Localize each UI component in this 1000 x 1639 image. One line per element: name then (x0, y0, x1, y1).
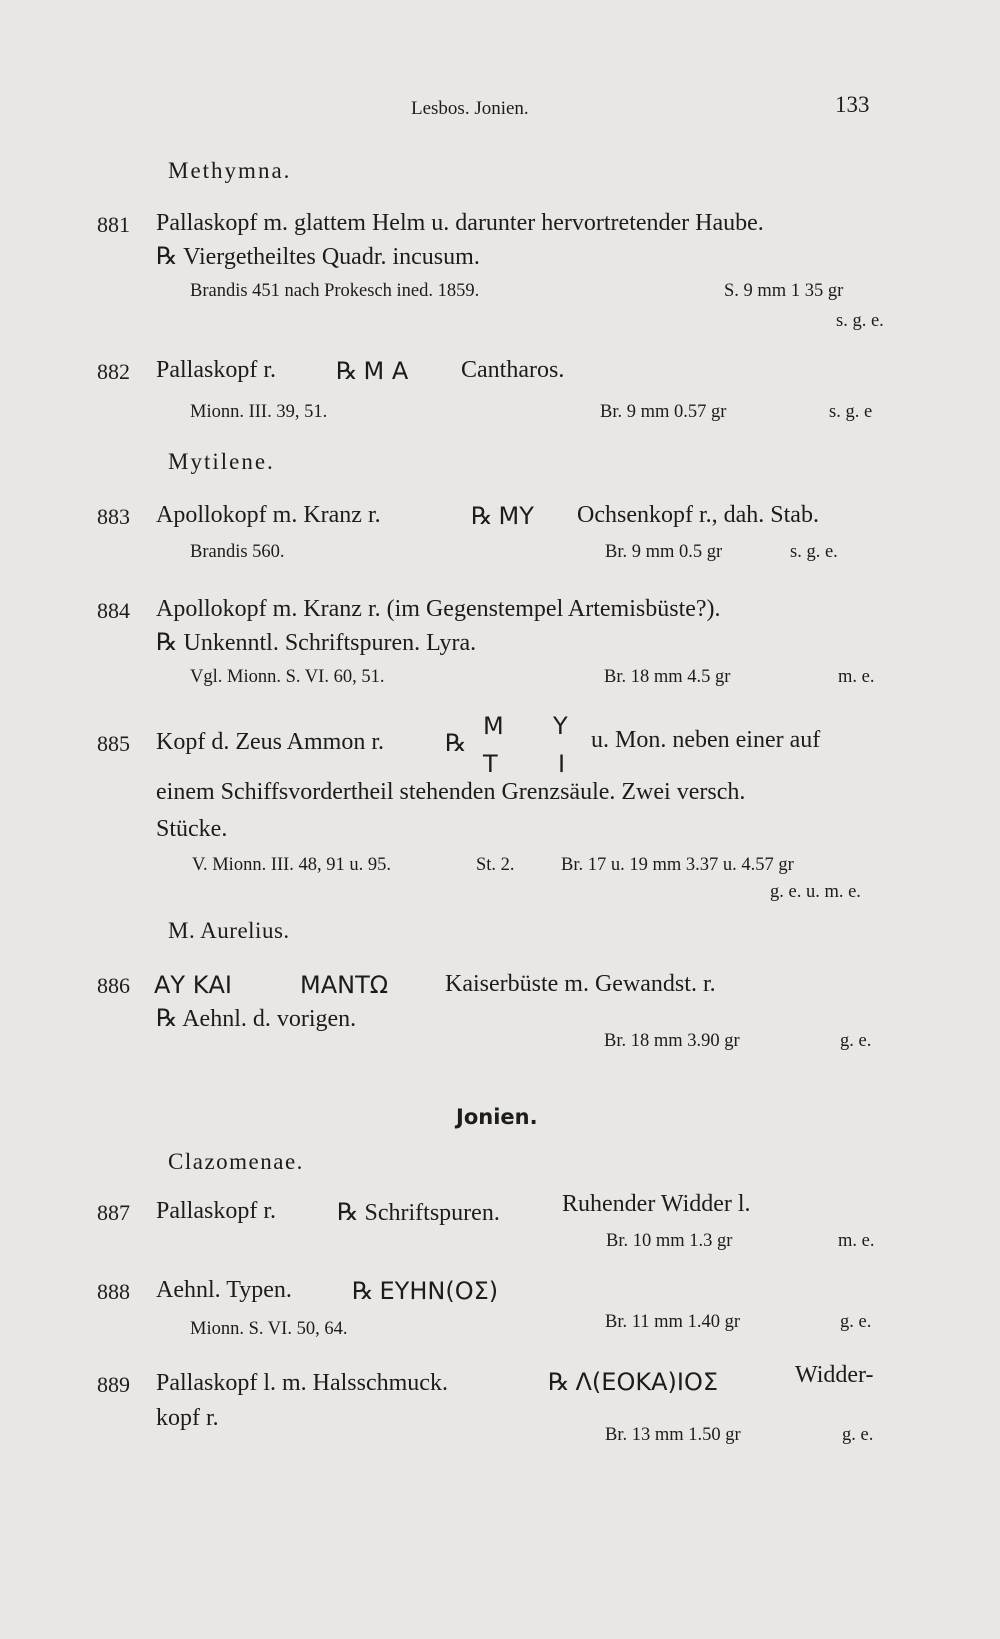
entry-886-number: 886 (97, 973, 130, 998)
entry-882-reverse-type: Cantharos. (461, 357, 565, 383)
entry-885-reverse-line3: Stücke. (156, 816, 228, 842)
reverse-symbol: ℞ (156, 1006, 178, 1032)
entry-885-reverse-type: u. Mon. neben einer auf (591, 727, 821, 753)
region-heading-jonien: Jonien. (456, 1105, 538, 1129)
entry-886-obverse: Kaiserbüste m. Gewandst. r. (445, 971, 716, 997)
entry-882-obverse: Pallaskopf r. (156, 357, 276, 383)
entry-887-reverse-type: Ruhender Widder l. (562, 1191, 751, 1217)
entry-885-reference: V. Mionn. III. 48, 91 u. 95. (192, 855, 392, 875)
entry-883-reference: Brandis 560. (190, 542, 285, 562)
entry-884-number: 884 (97, 598, 130, 623)
monogram-bottom-left: Τ (483, 750, 498, 778)
entry-883-size: Br. 9 mm 0.5 gr (605, 542, 723, 562)
entry-887-condition: m. e. (838, 1231, 875, 1251)
monogram-top-left: Μ (483, 712, 504, 740)
entry-883-obverse: Apollokopf m. Kranz r. (156, 502, 381, 528)
entry-883-reverse-legend: ℞ ΜΥ (471, 502, 534, 530)
entry-889-reverse-type: Widder- (795, 1362, 874, 1388)
entry-887-reverse-legend: ℞ Schriftspuren. (337, 1200, 500, 1226)
entry-881-reference: Brandis 451 nach Prokesch ined. 1859. (190, 281, 480, 301)
reverse-symbol: ℞ (352, 1279, 374, 1305)
entry-886-reverse: ℞ Aehnl. d. vorigen. (156, 1006, 357, 1032)
entry-883-number: 883 (97, 504, 130, 529)
entry-882-number: 882 (97, 359, 130, 384)
entry-883-condition: s. g. e. (790, 542, 838, 562)
entry-884-reference: Vgl. Mionn. S. VI. 60, 51. (190, 667, 385, 687)
reverse-symbol: ℞ (336, 359, 358, 385)
entry-889-size: Br. 13 mm 1.50 gr (605, 1425, 741, 1445)
reverse-symbol: ℞ (156, 244, 178, 270)
entry-889-condition: g. e. (842, 1425, 874, 1445)
entry-888-reverse-legend: ℞ ΕΥΗΝ(ΟΣ) (352, 1277, 499, 1305)
monogram-top-right: Υ (553, 712, 568, 740)
reverse-symbol: ℞ (337, 1200, 359, 1226)
section-mytilene: Mytilene. (168, 449, 275, 474)
entry-881-number: 881 (97, 212, 130, 237)
reverse-symbol: ℞ (445, 731, 467, 757)
entry-888-obverse: Aehnl. Typen. (156, 1277, 292, 1303)
monogram-bottom-right: Ι (558, 750, 566, 778)
entry-889-reverse-legend: ℞ Λ(ΕΟΚΑ)ΙΟΣ (548, 1368, 719, 1396)
entry-889-obverse: Pallaskopf l. m. Halsschmuck. (156, 1370, 448, 1396)
entry-881-condition: s. g. e. (836, 311, 884, 331)
entry-884-condition: m. e. (838, 667, 875, 687)
section-aurelius: M. Aurelius. (168, 918, 290, 943)
entry-882-condition: s. g. e (829, 402, 873, 422)
entry-885-struck: St. 2. (476, 855, 515, 875)
entry-885-number: 885 (97, 731, 130, 756)
entry-882-reverse-legend: ℞ Μ Α (336, 357, 409, 385)
entry-887-size: Br. 10 mm 1.3 gr (606, 1231, 733, 1251)
reverse-symbol: ℞ (471, 504, 493, 530)
entry-889-reverse-line2: kopf r. (156, 1405, 219, 1431)
entry-885-condition: g. e. u. m. e. (770, 882, 861, 902)
reverse-symbol: ℞ (548, 1370, 570, 1396)
entry-888-size: Br. 11 mm 1.40 gr (605, 1312, 740, 1332)
entry-888-reference: Mionn. S. VI. 50, 64. (190, 1319, 348, 1339)
entry-888-number: 888 (97, 1279, 130, 1304)
entry-884-reverse: ℞ Unkenntl. Schriftspuren. Lyra. (156, 630, 477, 656)
entry-887-obverse: Pallaskopf r. (156, 1198, 276, 1224)
entry-886-size: Br. 18 mm 3.90 gr (604, 1031, 740, 1051)
entry-886-condition: g. e. (840, 1031, 872, 1051)
entry-888-condition: g. e. (840, 1312, 872, 1332)
entry-884-size: Br. 18 mm 4.5 gr (604, 667, 731, 687)
entry-886-legend-2: ΜΑΝΤΩ (300, 971, 389, 999)
entry-885-obverse: Kopf d. Zeus Ammon r. (156, 729, 384, 755)
entry-881-reverse: ℞ Viergetheiltes Quadr. incusum. (156, 244, 480, 270)
entry-881-obverse: Pallaskopf m. glattem Helm u. darunter hervortretender Haube. (156, 210, 764, 236)
entry-887-number: 887 (97, 1200, 130, 1225)
section-clazomenae: Clazomenae. (168, 1149, 304, 1174)
entry-889-number: 889 (97, 1372, 130, 1397)
entry-884-obverse: Apollokopf m. Kranz r. (im Gegenstempel Artemisbüste?). (156, 596, 721, 622)
page-number: 133 (835, 92, 870, 117)
running-title: Lesbos. Jonien. (411, 98, 529, 119)
reverse-symbol: ℞ (156, 630, 178, 656)
entry-885-reverse-line2: einem Schiffsvordertheil stehenden Grenzsäule. Zwei versch. (156, 779, 746, 805)
entry-886-legend-1: ΑΥ ΚΑΙ (154, 971, 232, 999)
entry-885-size: Br. 17 u. 19 mm 3.37 u. 4.57 gr (561, 855, 794, 875)
entry-882-size: Br. 9 mm 0.57 gr (600, 402, 727, 422)
section-methymna: Methymna. (168, 158, 292, 183)
entry-882-reference: Mionn. III. 39, 51. (190, 402, 328, 422)
entry-881-size: S. 9 mm 1 35 gr (724, 281, 844, 301)
entry-883-reverse-type: Ochsenkopf r., dah. Stab. (577, 502, 819, 528)
